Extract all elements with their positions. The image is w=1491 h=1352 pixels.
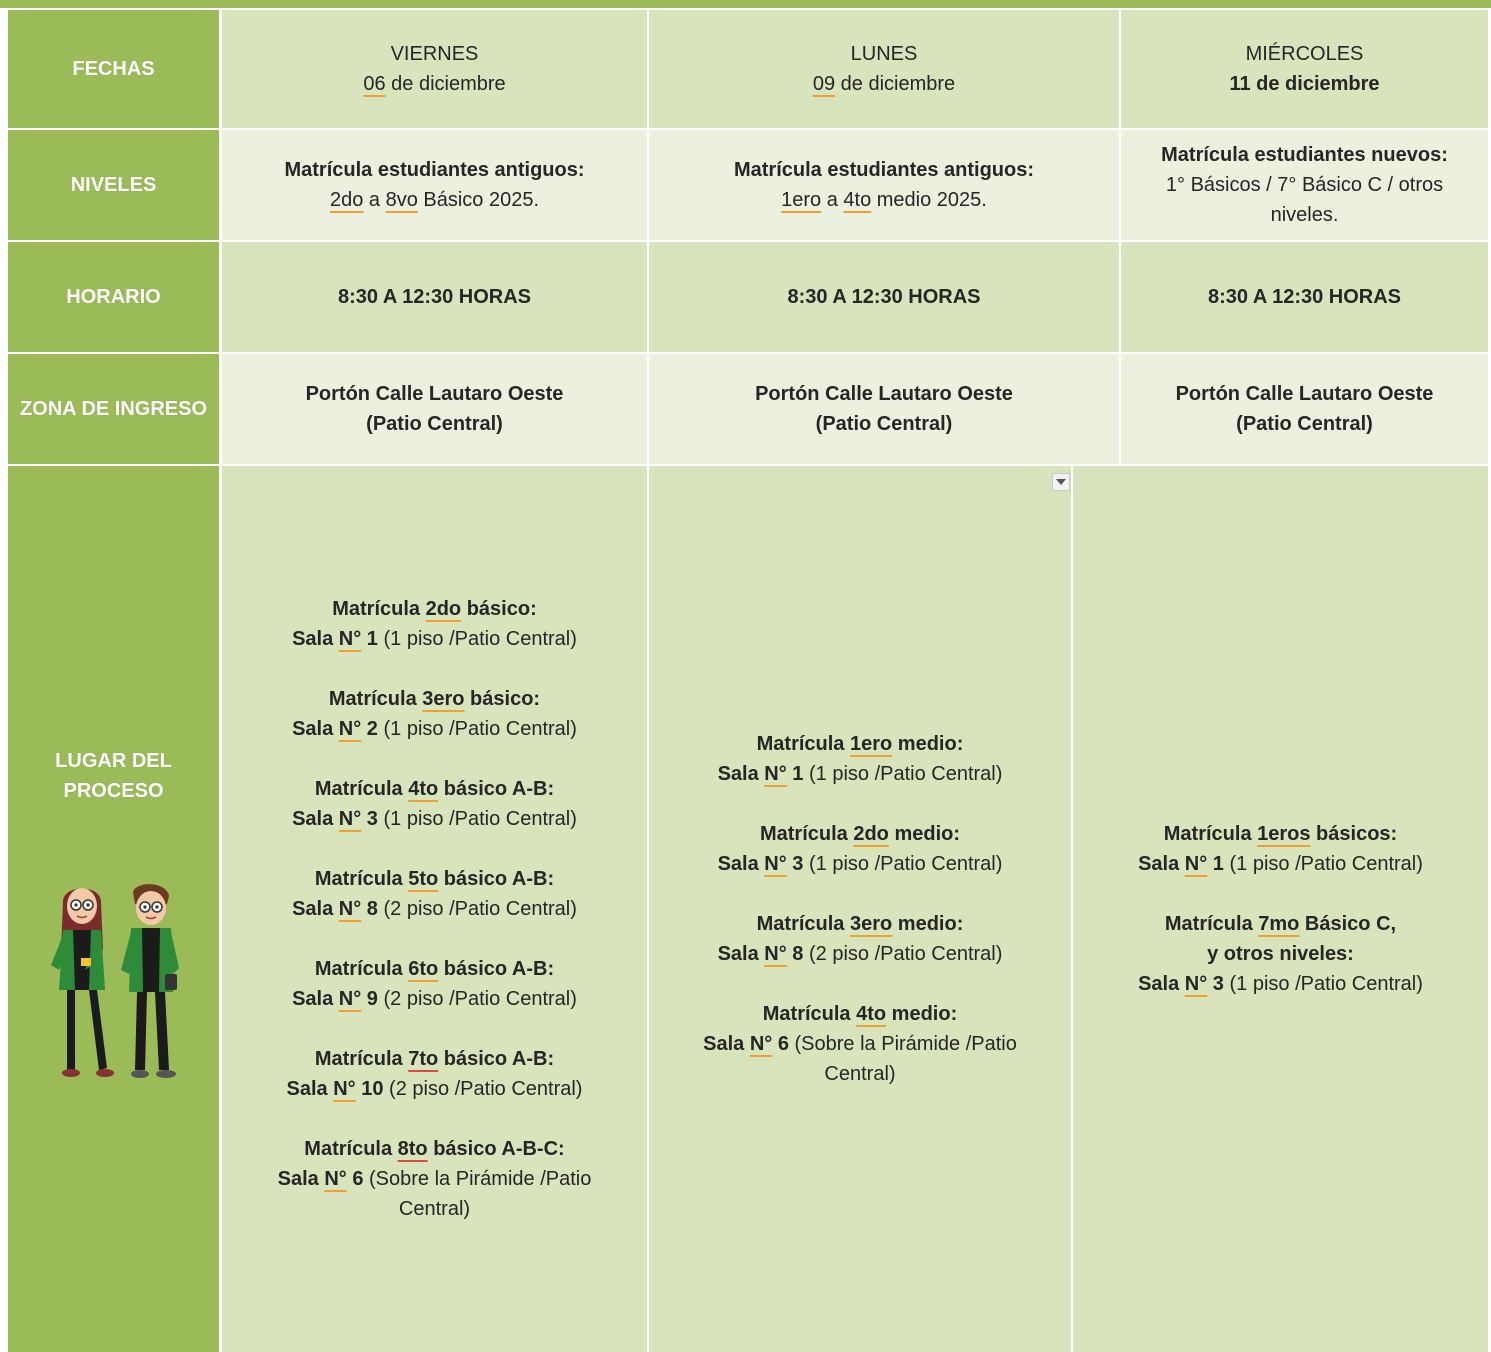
chevron-down-icon[interactable] bbox=[1052, 473, 1070, 491]
horario-lunes bbox=[649, 242, 1119, 352]
horario-text: 8:30 A 12:30 HORAS bbox=[1207, 286, 1402, 308]
lugar-entry: Matrícula 1eros básicos: Sala N° 1 (1 piso /Patio Central) bbox=[1138, 823, 1423, 875]
zona-viernes bbox=[222, 354, 647, 464]
lugar-lunes bbox=[649, 466, 1071, 1352]
lugar-entry: Matrícula 8to básico A-B-C: Sala N° 6 (Sobre la Pirámide /Patio Central) bbox=[277, 1138, 592, 1220]
row-label: FECHAS bbox=[72, 58, 155, 80]
row-label: LUGAR DEL bbox=[55, 750, 172, 772]
date-text: 11 de diciembre bbox=[1229, 73, 1380, 95]
row-label: HORARIO bbox=[66, 286, 161, 308]
lugar-entry: Matrícula 3ero medio: Sala N° 8 (2 piso /Patio Central) bbox=[717, 913, 1003, 965]
nivel-title: Matrícula estudiantes antiguos: bbox=[284, 159, 585, 181]
nivel-to: 8vo bbox=[385, 189, 418, 211]
lugar-entry: Matrícula 2do medio: Sala N° 3 (1 piso /Patio Central) bbox=[717, 823, 1003, 875]
zona-line: Portón Calle Lautaro Oeste bbox=[755, 383, 1013, 405]
top-border bbox=[0, 0, 1491, 8]
date-text: de diciembre bbox=[385, 73, 506, 95]
day-label: VIERNES bbox=[390, 43, 479, 65]
nivel-suffix: medio 2025. bbox=[871, 189, 987, 211]
lugar-entry: Matrícula 7mo Básico C, y otros niveles: Sala N° 3 (1 piso /Patio Central) bbox=[1138, 913, 1423, 995]
niveles-lunes bbox=[649, 130, 1119, 240]
nivel-from: 1ero bbox=[781, 189, 822, 211]
nivel-title: Matrícula estudiantes nuevos: bbox=[1161, 144, 1448, 166]
lugar-entry: Matrícula 3ero básico: Sala N° 2 (1 piso /Patio Central) bbox=[292, 688, 577, 740]
date-text: de diciembre bbox=[835, 73, 956, 95]
zona-line: (Patio Central) bbox=[1236, 413, 1373, 435]
day-label: LUNES bbox=[850, 43, 918, 65]
girl-figure bbox=[51, 888, 114, 1077]
nivel-line: 1° Básicos / 7° Básico C / otros bbox=[1165, 174, 1444, 196]
students-illustration bbox=[45, 880, 185, 1090]
row-header-fechas bbox=[8, 10, 219, 128]
day-label: MIÉRCOLES bbox=[1245, 43, 1364, 65]
date-number: 09 bbox=[812, 73, 836, 95]
zona-lunes bbox=[649, 354, 1119, 464]
boy-figure bbox=[121, 884, 179, 1078]
row-header-niveles bbox=[8, 130, 219, 240]
horario-viernes bbox=[222, 242, 647, 352]
lugar-entry: Matrícula 6to básico A-B: Sala N° 9 (2 piso /Patio Central) bbox=[292, 958, 577, 1010]
lugar-entry: Matrícula 4to medio: Sala N° 6 (Sobre la Pirámide /Patio Central) bbox=[703, 1003, 1017, 1085]
nivel-connector: a bbox=[363, 189, 386, 211]
lugar-entry: Matrícula 1ero medio: Sala N° 1 (1 piso /Patio Central) bbox=[717, 733, 1003, 785]
lugar-viernes bbox=[222, 466, 647, 1352]
horario-text: 8:30 A 12:30 HORAS bbox=[787, 286, 981, 308]
nivel-connector: a bbox=[821, 189, 844, 211]
nivel-line: niveles. bbox=[1270, 204, 1339, 226]
fecha-lunes bbox=[649, 10, 1119, 128]
row-header-horario bbox=[8, 242, 219, 352]
zona-line: Portón Calle Lautaro Oeste bbox=[305, 383, 564, 405]
nivel-suffix: Básico 2025. bbox=[417, 189, 540, 211]
zona-miercoles bbox=[1121, 354, 1488, 464]
zona-line: (Patio Central) bbox=[815, 413, 953, 435]
niveles-viernes bbox=[222, 130, 647, 240]
lugar-entry: Matrícula 4to básico A-B: Sala N° 3 (1 piso /Patio Central) bbox=[292, 778, 577, 830]
schedule-table bbox=[8, 10, 1488, 1352]
lugar-entry: Matrícula 2do básico: Sala N° 1 (1 piso /Patio Central) bbox=[292, 598, 577, 650]
nivel-to: 4to bbox=[843, 189, 872, 211]
nivel-from: 2do bbox=[329, 189, 364, 211]
zona-line: (Patio Central) bbox=[366, 413, 503, 435]
lugar-entry: Matrícula 5to básico A-B: Sala N° 8 (2 piso /Patio Central) bbox=[292, 868, 577, 920]
row-header-zona bbox=[8, 354, 219, 464]
fecha-viernes bbox=[222, 10, 647, 128]
row-label: PROCESO bbox=[63, 780, 164, 802]
niveles-miercoles bbox=[1121, 130, 1488, 240]
row-label: ZONA DE INGRESO bbox=[19, 398, 208, 420]
fecha-miercoles bbox=[1121, 10, 1488, 128]
lugar-entry: Matrícula 7to básico A-B: Sala N° 10 (2 piso /Patio Central) bbox=[286, 1048, 583, 1100]
horario-text: 8:30 A 12:30 HORAS bbox=[337, 286, 532, 308]
lugar-miercoles bbox=[1073, 466, 1488, 1352]
nivel-title: Matrícula estudiantes antiguos: bbox=[733, 159, 1035, 181]
date-number: 06 bbox=[363, 73, 386, 95]
zona-line: Portón Calle Lautaro Oeste bbox=[1175, 383, 1434, 405]
row-label: NIVELES bbox=[70, 174, 157, 196]
horario-miercoles bbox=[1121, 242, 1488, 352]
